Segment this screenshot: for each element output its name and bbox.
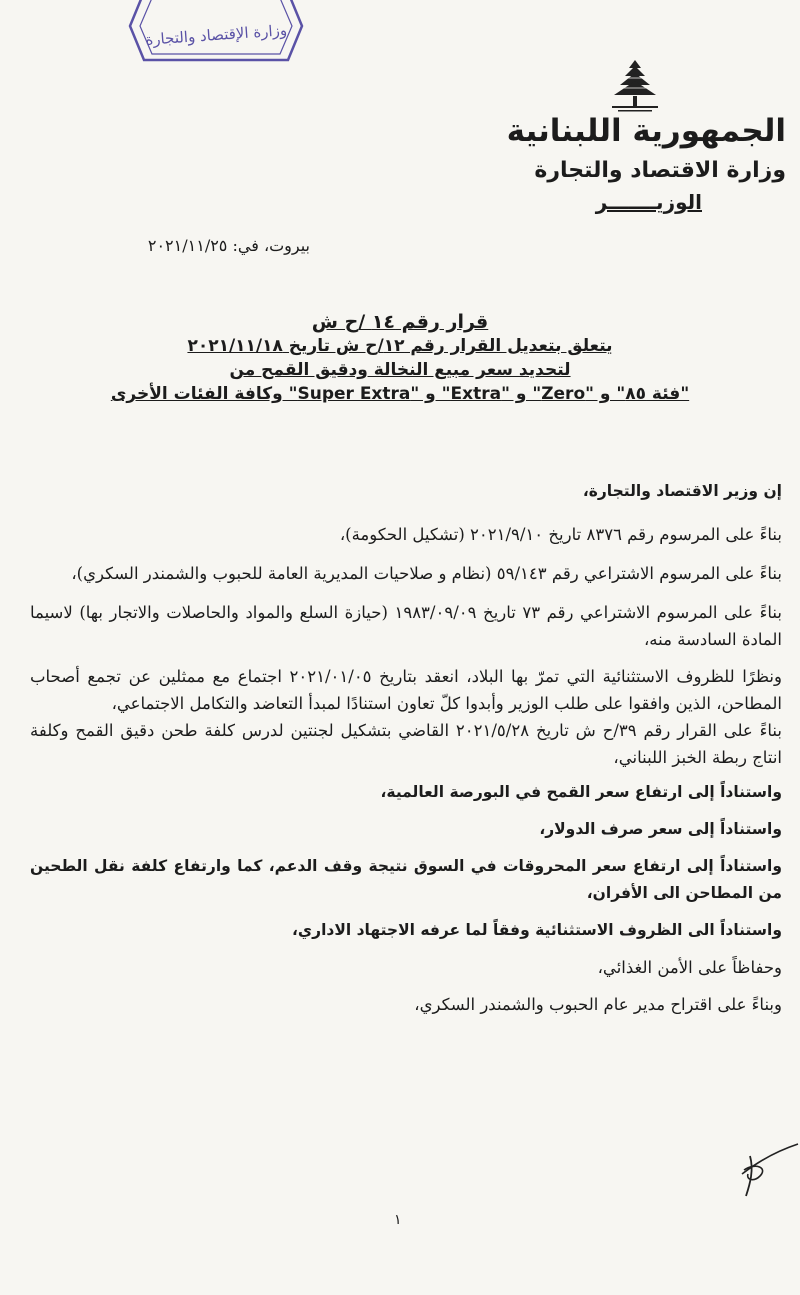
decision-title: [60, 310, 740, 406]
signature-initials-icon: [720, 1140, 800, 1200]
title-line-1: قرار رقم ١٤ /ح ش: [311, 311, 489, 333]
paragraph-1: بناءً على المرسوم رقم ٨٣٧٦ تاريخ ٢٠٢١/٩/١٠ (تشكيل الحكومة)،: [339, 525, 782, 544]
paragraph-11: وبناءً على اقتراح مدير عام الحبوب والشمندر السكري،: [414, 995, 782, 1014]
paragraph-10: وحفاظاً على الأمن الغذائي،: [597, 958, 782, 977]
paragraph-3: بناءً على المرسوم الاشتراعي رقم ٧٣ تاريخ ١٩٨٣/٠٩/٠٩ (حيازة السلع والمواد والحاصلات والاتجار بها) لاسيما المادة السادسة منه،: [30, 603, 782, 649]
paragraph-6: واستناداً إلى ارتفاع سعر القمح في البورصة العالمية،: [380, 783, 782, 801]
svg-text:وزارة الإقتصاد والتجارة: وزارة الإقتصاد والتجارة: [144, 21, 288, 49]
paragraph-9: واستناداً الى الظروف الاستثنائية وفقاً لما عرفه الاجتهاد الاداري،: [292, 921, 782, 939]
title-line-4: "فئة ٨٥" و "Zero" و "Extra" و "Super Extra" وكافة الفئات الأخرى: [110, 384, 690, 404]
opening-line: إن وزير الاقتصاد والتجارة،: [582, 482, 782, 500]
page-number: ١: [394, 1212, 402, 1228]
date-line: بيروت، في: ٢٠٢١/١١/٢٥: [147, 236, 310, 255]
paragraph-2: بناءً على المرسوم الاشتراعي رقم ٥٩/١٤٣ (نظام و صلاحيات المديرية العامة للحبوب والشمندر السكري)،: [71, 564, 782, 583]
ministry-heading: وزارة الاقتصاد والتجارة: [534, 158, 786, 183]
title-line-3: لتحديد سعر مبيع النخالة ودقيق القمح من: [229, 360, 571, 380]
cedar-emblem-icon: [606, 58, 664, 114]
paragraph-8: واستناداً إلى ارتفاع سعر المحروقات في السوق نتيجة وقف الدعم، كما وارتفاع كلفة نقل الطحين من المطاحن الى الأفران،: [30, 857, 782, 902]
republic-heading: الجمهورية اللبنانية: [506, 113, 786, 149]
ministry-stamp: [122, 0, 310, 68]
title-line-2: يتعلق بتعديل القرار رقم ١٢/ح ش تاريخ ٢٠٢١/١١/١٨: [187, 336, 613, 356]
paragraph-5: بناءً على القرار رقم ٣٩/ح ش تاريخ ٢٠٢١/٥/٢٨ القاضي بتشكيل لجنتين لدرس كلفة طحن دقيق القمح وكلفة انتاج ربطة الخبز اللبناني،: [30, 721, 782, 767]
paragraph-4: ونظرًا للظروف الاستثنائية التي تمرّ بها البلاد، انعقد بتاريخ ٢٠٢١/٠١/٠٥ اجتماع مع ممثلين عن تجمع أصحاب المطاحن، الذين وافقوا على طلب الوزير وأبدوا كلّ تعاون استنادًا لمبدأ التعاضد والتكامل الاجتماعي،: [30, 667, 782, 713]
decision-body: [30, 478, 782, 1018]
paragraph-7: واستناداً إلى سعر صرف الدولار،: [539, 820, 782, 838]
minister-heading: الوزيـــــــر: [595, 190, 702, 214]
